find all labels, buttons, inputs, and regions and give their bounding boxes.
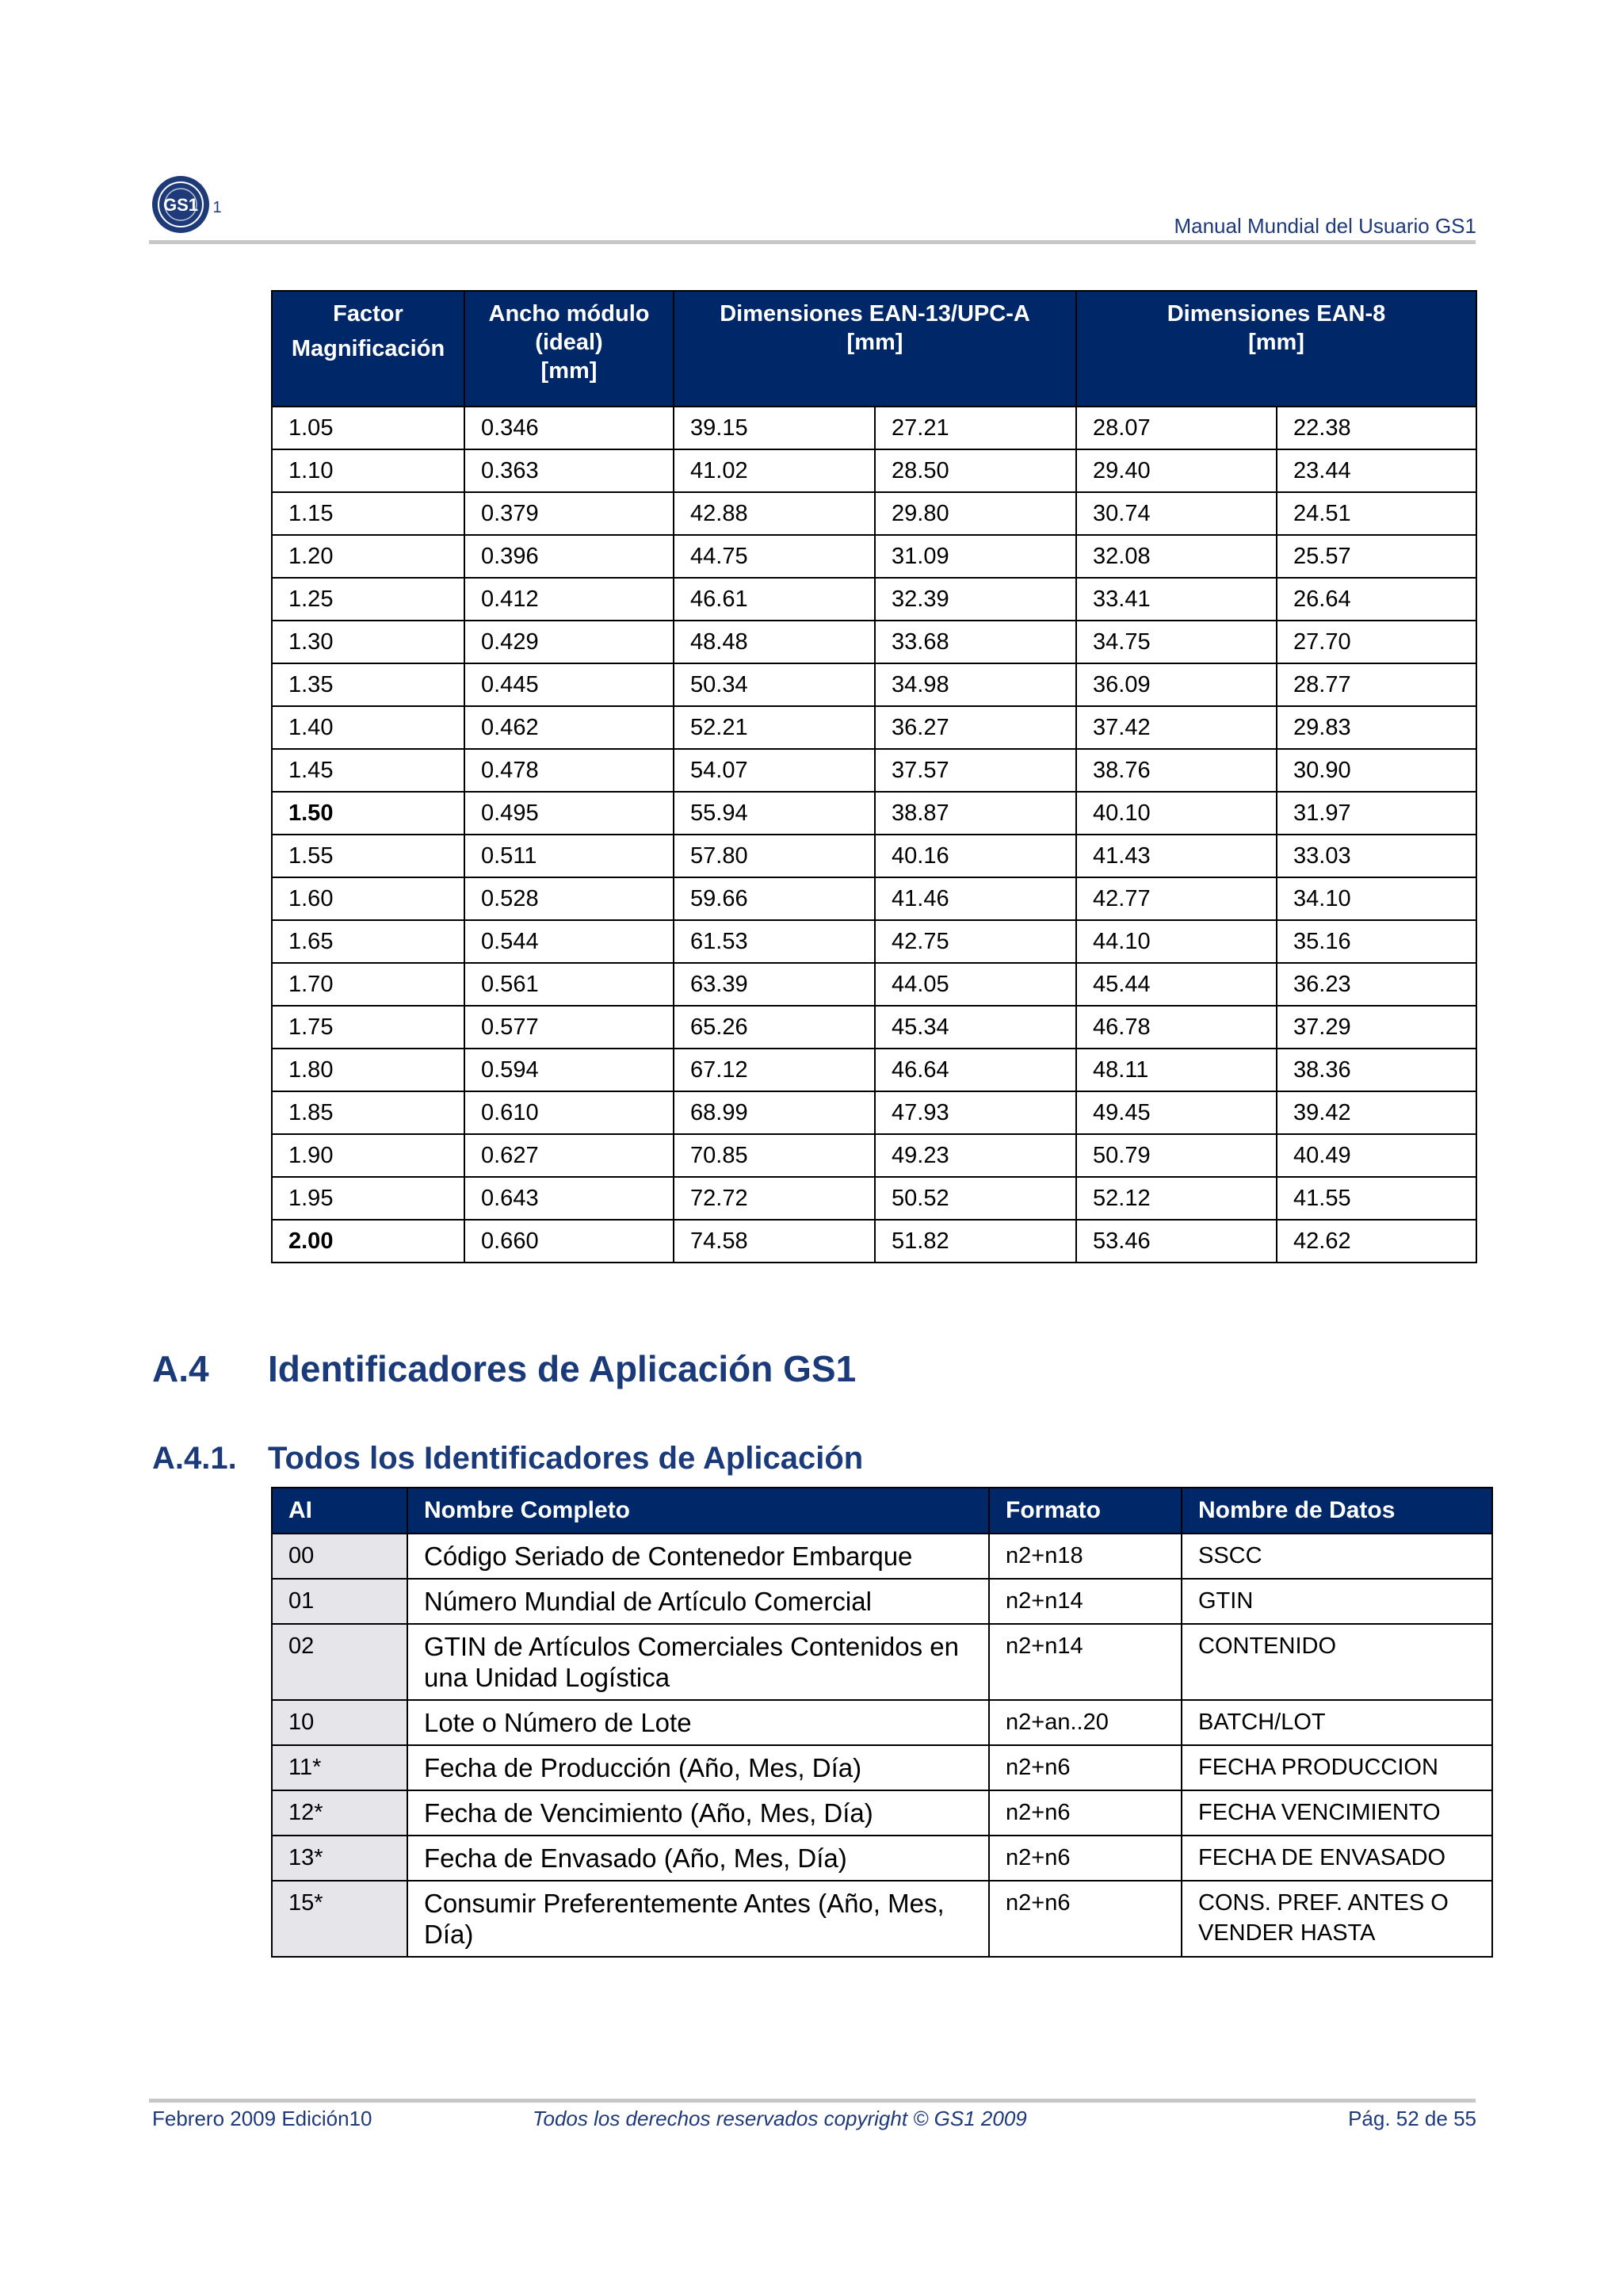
cell-ean8-width: 48.11 (1076, 1049, 1277, 1091)
cell-ean13-width: 41.02 (674, 449, 875, 492)
cell-module-width: 0.429 (464, 621, 674, 663)
table-row (272, 663, 1476, 706)
cell-factor: 1.80 (272, 1049, 464, 1091)
cell-ean8-width: 29.40 (1076, 449, 1277, 492)
cell-ean8-width: 49.45 (1076, 1091, 1277, 1134)
cell-ai: 15* (272, 1881, 407, 1957)
cell-module-width: 0.577 (464, 1006, 674, 1049)
cell-name: Número Mundial de Artículo Comercial (407, 1579, 989, 1624)
cell-format: n2+n6 (989, 1745, 1182, 1790)
section-heading-a4: A.4 Identificadores de Aplicación GS1 (152, 1348, 857, 1389)
cell-factor: 1.05 (272, 407, 464, 449)
cell-name: Fecha de Envasado (Año, Mes, Día) (407, 1836, 989, 1881)
cell-ean8-height: 41.55 (1277, 1177, 1476, 1220)
cell-data-name: CONS. PREF. ANTES O VENDER HASTA (1182, 1881, 1492, 1957)
table-row (272, 1534, 1492, 1579)
header-factor: Factor Magnificación (272, 291, 464, 407)
header-ean8-dimensions: Dimensiones EAN-8 [mm] (1076, 291, 1476, 407)
cell-data-name: FECHA VENCIMIENTO (1182, 1790, 1492, 1836)
cell-format: n2+n18 (989, 1534, 1182, 1579)
cell-factor: 1.75 (272, 1006, 464, 1049)
cell-ean13-height: 47.93 (875, 1091, 1076, 1134)
cell-ean13-width: 67.12 (674, 1049, 875, 1091)
cell-factor: 1.85 (272, 1091, 464, 1134)
cell-ean8-height: 40.49 (1277, 1134, 1476, 1177)
cell-ean13-width: 57.80 (674, 835, 875, 877)
table-row (272, 963, 1476, 1006)
table-row (272, 1624, 1492, 1700)
cell-ean13-height: 27.21 (875, 407, 1076, 449)
cell-ean13-height: 51.82 (875, 1220, 1076, 1263)
cell-ean8-width: 42.77 (1076, 877, 1277, 920)
cell-name: Fecha de Vencimiento (Año, Mes, Día) (407, 1790, 989, 1836)
cell-factor: 2.00 (272, 1220, 464, 1263)
cell-data-name: BATCH/LOT (1182, 1700, 1492, 1745)
cell-factor: 1.25 (272, 578, 464, 621)
table-row (272, 492, 1476, 535)
cell-ean8-height: 23.44 (1277, 449, 1476, 492)
cell-ean8-width: 40.10 (1076, 792, 1277, 835)
cell-ean8-width: 45.44 (1076, 963, 1277, 1006)
footer-copyright: Todos los derechos reservados copyright © GS1 2009 (533, 2107, 1027, 2130)
header-divider (149, 240, 1476, 244)
table-row (272, 835, 1476, 877)
cell-format: n2+n6 (989, 1790, 1182, 1836)
cell-ean13-width: 42.88 (674, 492, 875, 535)
cell-name: Fecha de Producción (Año, Mes, Día) (407, 1745, 989, 1790)
cell-ean8-height: 24.51 (1277, 492, 1476, 535)
cell-factor: 1.10 (272, 449, 464, 492)
table-row (272, 449, 1476, 492)
table-row (272, 621, 1476, 663)
cell-module-width: 0.495 (464, 792, 674, 835)
cell-ean13-height: 41.46 (875, 877, 1076, 920)
magnification-table (271, 290, 1477, 1263)
cell-factor: 1.35 (272, 663, 464, 706)
table-row (272, 407, 1476, 449)
cell-ean8-height: 38.36 (1277, 1049, 1476, 1091)
cell-data-name: CONTENIDO (1182, 1624, 1492, 1700)
table-row (272, 1006, 1476, 1049)
footer-divider (149, 2099, 1476, 2103)
cell-ean13-height: 28.50 (875, 449, 1076, 492)
table-row (272, 1220, 1476, 1263)
table-row (272, 1745, 1492, 1790)
cell-module-width: 0.363 (464, 449, 674, 492)
cell-module-width: 0.544 (464, 920, 674, 963)
cell-ean8-width: 37.42 (1076, 706, 1277, 749)
cell-module-width: 0.610 (464, 1091, 674, 1134)
logo-text: GS1 (162, 195, 199, 215)
cell-name: Lote o Número de Lote (407, 1700, 989, 1745)
cell-data-name: FECHA PRODUCCION (1182, 1745, 1492, 1790)
cell-ean13-height: 37.57 (875, 749, 1076, 792)
cell-ean13-height: 38.87 (875, 792, 1076, 835)
cell-ean13-width: 46.61 (674, 578, 875, 621)
cell-ean8-width: 44.10 (1076, 920, 1277, 963)
section-heading-a41: A.4.1. Todos los Identificadores de Aplicación (152, 1441, 864, 1476)
cell-ean8-width: 52.12 (1076, 1177, 1277, 1220)
table-row (272, 706, 1476, 749)
cell-ean13-width: 68.99 (674, 1091, 875, 1134)
header-format: Formato (989, 1488, 1182, 1534)
cell-ean8-width: 46.78 (1076, 1006, 1277, 1049)
cell-ai: 13* (272, 1836, 407, 1881)
cell-ean13-height: 49.23 (875, 1134, 1076, 1177)
cell-factor: 1.60 (272, 877, 464, 920)
cell-ean8-width: 33.41 (1076, 578, 1277, 621)
cell-factor: 1.15 (272, 492, 464, 535)
document-title: Manual Mundial del Usuario GS1 (1174, 214, 1476, 238)
cell-ean8-width: 38.76 (1076, 749, 1277, 792)
cell-module-width: 0.660 (464, 1220, 674, 1263)
table-row (272, 1836, 1492, 1881)
header-module-width: Ancho módulo (ideal) [mm] (464, 291, 674, 407)
cell-format: n2+an..20 (989, 1700, 1182, 1745)
header-ai: AI (272, 1488, 407, 1534)
cell-factor: 1.70 (272, 963, 464, 1006)
footer-edition: Febrero 2009 Edición10 (152, 2107, 372, 2130)
cell-factor: 1.90 (272, 1134, 464, 1177)
cell-format: n2+n14 (989, 1624, 1182, 1700)
cell-ean8-width: 32.08 (1076, 535, 1277, 578)
cell-ean8-height: 31.97 (1277, 792, 1476, 835)
cell-ean13-width: 63.39 (674, 963, 875, 1006)
cell-ean8-height: 25.57 (1277, 535, 1476, 578)
cell-module-width: 0.396 (464, 535, 674, 578)
table-row (272, 1049, 1476, 1091)
cell-name: GTIN de Artículos Comerciales Contenidos en una Unidad Logística (407, 1624, 989, 1700)
cell-ean8-width: 30.74 (1076, 492, 1277, 535)
cell-ean8-height: 34.10 (1277, 877, 1476, 920)
cell-ean13-height: 29.80 (875, 492, 1076, 535)
cell-ai: 10 (272, 1700, 407, 1745)
cell-data-name: FECHA DE ENVASADO (1182, 1836, 1492, 1881)
cell-ean8-height: 29.83 (1277, 706, 1476, 749)
svg-text:1: 1 (212, 199, 222, 216)
cell-module-width: 0.594 (464, 1049, 674, 1091)
ai-table-header (272, 1488, 1492, 1534)
table-row (272, 792, 1476, 835)
cell-ean13-width: 55.94 (674, 792, 875, 835)
cell-ean13-height: 45.34 (875, 1006, 1076, 1049)
cell-ean8-height: 36.23 (1277, 963, 1476, 1006)
cell-module-width: 0.462 (464, 706, 674, 749)
cell-factor: 1.45 (272, 749, 464, 792)
cell-ean8-width: 41.43 (1076, 835, 1277, 877)
table-row (272, 1881, 1492, 1957)
cell-ean13-height: 50.52 (875, 1177, 1076, 1220)
cell-ean13-height: 36.27 (875, 706, 1076, 749)
cell-ean8-height: 30.90 (1277, 749, 1476, 792)
cell-format: n2+n14 (989, 1579, 1182, 1624)
cell-ean8-height: 35.16 (1277, 920, 1476, 963)
cell-ean13-width: 65.26 (674, 1006, 875, 1049)
table-row (272, 749, 1476, 792)
cell-name: Consumir Preferentemente Antes (Año, Mes, Día) (407, 1881, 989, 1957)
table-row (272, 1177, 1476, 1220)
cell-ean13-width: 70.85 (674, 1134, 875, 1177)
table-row (272, 1134, 1476, 1177)
cell-ean13-width: 50.34 (674, 663, 875, 706)
header-full-name: Nombre Completo (407, 1488, 989, 1534)
cell-ean13-height: 44.05 (875, 963, 1076, 1006)
cell-ean8-height: 39.42 (1277, 1091, 1476, 1134)
table-row (272, 535, 1476, 578)
cell-module-width: 0.528 (464, 877, 674, 920)
cell-factor: 1.95 (272, 1177, 464, 1220)
cell-ai: 11* (272, 1745, 407, 1790)
cell-ean13-height: 46.64 (875, 1049, 1076, 1091)
cell-ean13-width: 54.07 (674, 749, 875, 792)
cell-ean13-width: 59.66 (674, 877, 875, 920)
cell-ean13-height: 42.75 (875, 920, 1076, 963)
cell-ean13-width: 61.53 (674, 920, 875, 963)
cell-format: n2+n6 (989, 1836, 1182, 1881)
cell-module-width: 0.412 (464, 578, 674, 621)
cell-factor: 1.50 (272, 792, 464, 835)
cell-module-width: 0.627 (464, 1134, 674, 1177)
cell-module-width: 0.445 (464, 663, 674, 706)
cell-module-width: 0.561 (464, 963, 674, 1006)
cell-ean13-width: 44.75 (674, 535, 875, 578)
cell-ean13-width: 72.72 (674, 1177, 875, 1220)
cell-module-width: 0.511 (464, 835, 674, 877)
cell-ean13-width: 52.21 (674, 706, 875, 749)
cell-ean8-height: 37.29 (1277, 1006, 1476, 1049)
cell-ean13-width: 74.58 (674, 1220, 875, 1263)
cell-ean8-width: 36.09 (1076, 663, 1277, 706)
cell-factor: 1.55 (272, 835, 464, 877)
cell-ean8-height: 42.62 (1277, 1220, 1476, 1263)
cell-ean8-height: 28.77 (1277, 663, 1476, 706)
gs1-logo (151, 173, 223, 236)
cell-module-width: 0.346 (464, 407, 674, 449)
header-ean13-dimensions: Dimensiones EAN-13/UPC-A [mm] (674, 291, 1076, 407)
cell-module-width: 0.478 (464, 749, 674, 792)
application-identifiers-table (271, 1487, 1493, 1958)
cell-factor: 1.40 (272, 706, 464, 749)
cell-factor: 1.65 (272, 920, 464, 963)
cell-name: Código Seriado de Contenedor Embarque (407, 1534, 989, 1579)
cell-ean8-width: 50.79 (1076, 1134, 1277, 1177)
cell-ean13-width: 39.15 (674, 407, 875, 449)
cell-factor: 1.20 (272, 535, 464, 578)
cell-factor: 1.30 (272, 621, 464, 663)
cell-ean8-height: 33.03 (1277, 835, 1476, 877)
cell-module-width: 0.643 (464, 1177, 674, 1220)
table-row (272, 1091, 1476, 1134)
cell-ai: 01 (272, 1579, 407, 1624)
cell-ean8-height: 22.38 (1277, 407, 1476, 449)
cell-ai: 00 (272, 1534, 407, 1579)
magnification-table-header (272, 291, 1476, 407)
cell-ean8-width: 34.75 (1076, 621, 1277, 663)
cell-ai: 12* (272, 1790, 407, 1836)
cell-ean13-height: 32.39 (875, 578, 1076, 621)
cell-data-name: GTIN (1182, 1579, 1492, 1624)
table-row (272, 920, 1476, 963)
table-row (272, 578, 1476, 621)
cell-data-name: SSCC (1182, 1534, 1492, 1579)
cell-module-width: 0.379 (464, 492, 674, 535)
cell-ean8-height: 26.64 (1277, 578, 1476, 621)
cell-ean13-width: 48.48 (674, 621, 875, 663)
table-row (272, 877, 1476, 920)
header-data-name: Nombre de Datos (1182, 1488, 1492, 1534)
table-row (272, 1700, 1492, 1745)
cell-ean13-height: 33.68 (875, 621, 1076, 663)
table-row (272, 1790, 1492, 1836)
cell-ean8-width: 28.07 (1076, 407, 1277, 449)
cell-ai: 02 (272, 1624, 407, 1700)
table-row (272, 1579, 1492, 1624)
cell-ean8-height: 27.70 (1277, 621, 1476, 663)
cell-ean13-height: 40.16 (875, 835, 1076, 877)
footer-page-number: Pág. 52 de 55 (1348, 2107, 1476, 2130)
cell-format: n2+n6 (989, 1881, 1182, 1957)
cell-ean13-height: 31.09 (875, 535, 1076, 578)
cell-ean8-width: 53.46 (1076, 1220, 1277, 1263)
cell-ean13-height: 34.98 (875, 663, 1076, 706)
